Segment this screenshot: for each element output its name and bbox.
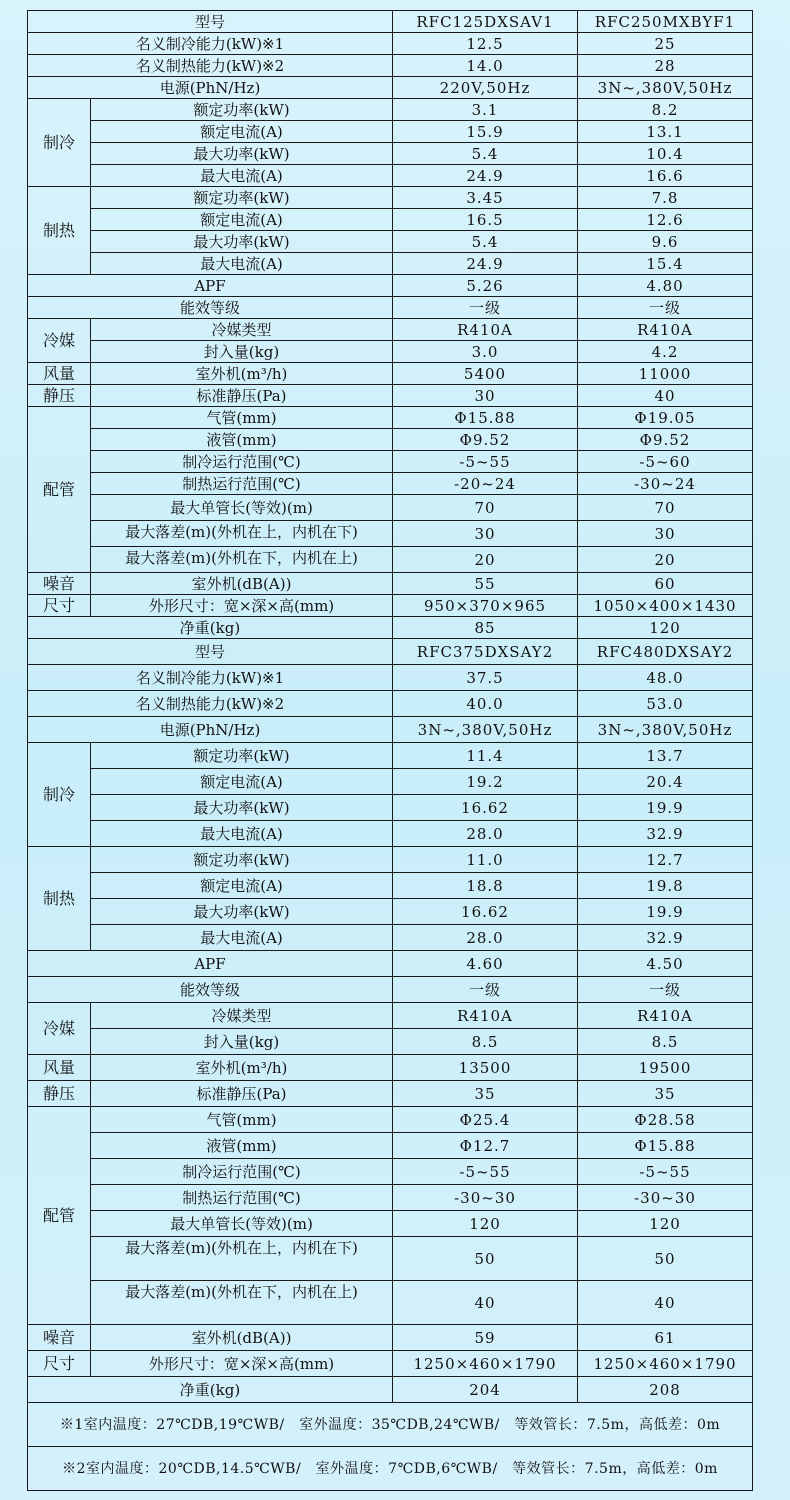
dimensions-value-2: 1050×400×1430 bbox=[578, 595, 753, 617]
piping-item-value-2: Φ19.05 bbox=[578, 407, 753, 429]
apf-value-2: 4.50 bbox=[578, 951, 753, 977]
airflow-value-2: 11000 bbox=[578, 363, 753, 385]
piping-item-label: 最大单管长(等效)(m) bbox=[91, 1211, 393, 1237]
piping-item-value-1: 70 bbox=[393, 495, 578, 521]
heating-item-value-2: 19.9 bbox=[578, 899, 753, 925]
table-row bbox=[28, 521, 753, 547]
piping-item-label: 最大落差(m)(外机在上，内机在下) bbox=[91, 521, 393, 547]
cooling-item-value-2: 8.2 bbox=[578, 99, 753, 121]
model-value-2: RFC250MXBYF1 bbox=[578, 11, 753, 33]
heating-item-label: 最大功率(kW) bbox=[91, 899, 393, 925]
table-row bbox=[28, 319, 753, 341]
heating-item-label: 额定功率(kW) bbox=[91, 847, 393, 873]
nominal-heating-value-1: 40.0 bbox=[393, 691, 578, 717]
nominal-cooling-value-2: 48.0 bbox=[578, 665, 753, 691]
table-row bbox=[28, 977, 753, 1003]
table-row bbox=[28, 33, 753, 55]
piping-item-label: 气管(mm) bbox=[91, 407, 393, 429]
piping-item-value-2: -30~24 bbox=[578, 473, 753, 495]
model-value-2: RFC480DXSAY2 bbox=[578, 639, 753, 665]
table-row bbox=[28, 769, 753, 795]
airflow-value-1: 13500 bbox=[393, 1055, 578, 1081]
piping-item-value-2: Φ28.58 bbox=[578, 1107, 753, 1133]
efficiency-value-2: 一级 bbox=[578, 297, 753, 319]
spec-table-body bbox=[28, 11, 753, 1491]
cooling-item-value-1: 15.9 bbox=[393, 121, 578, 143]
table-row bbox=[28, 275, 753, 297]
table-row bbox=[28, 253, 753, 275]
heating-item-value-1: 28.0 bbox=[393, 925, 578, 951]
airflow-value-2: 19500 bbox=[578, 1055, 753, 1081]
power-supply-label: 电源(PhN/Hz) bbox=[28, 77, 393, 99]
refrigerant-type-label: 冷媒类型 bbox=[91, 1003, 393, 1029]
efficiency-label: 能效等级 bbox=[28, 977, 393, 1003]
cooling-item-value-1: 5.4 bbox=[393, 143, 578, 165]
apf-label: APF bbox=[28, 275, 393, 297]
cooling-item-value-1: 3.1 bbox=[393, 99, 578, 121]
refrigerant-charge-value-1: 3.0 bbox=[393, 341, 578, 363]
heating-item-label: 最大电流(A) bbox=[91, 925, 393, 951]
table-row bbox=[28, 717, 753, 743]
cooling-item-value-1: 24.9 bbox=[393, 165, 578, 187]
apf-value-2: 4.80 bbox=[578, 275, 753, 297]
footnote-1: ※1室内温度：27℃DB,19℃WB/ 室外温度：35℃DB,24℃WB/ 等效管长：7.5m，高低差：0m bbox=[28, 1403, 753, 1447]
table-row bbox=[28, 1377, 753, 1403]
table-row bbox=[28, 209, 753, 231]
airflow-label: 室外机(m³/h) bbox=[91, 363, 393, 385]
table-row bbox=[28, 1351, 753, 1377]
nominal-heating-value-1: 14.0 bbox=[393, 55, 578, 77]
cooling-item-label: 额定功率(kW) bbox=[91, 743, 393, 769]
table-row bbox=[28, 1237, 753, 1281]
piping-item-value-2: 40 bbox=[578, 1281, 753, 1325]
cooling-group-label: 制冷 bbox=[28, 743, 91, 847]
table-row bbox=[28, 99, 753, 121]
table-row bbox=[28, 1211, 753, 1237]
table-row bbox=[28, 1325, 753, 1351]
static-pressure-value-1: 35 bbox=[393, 1081, 578, 1107]
spec-table bbox=[27, 10, 753, 1491]
refrigerant-type-value-2: R410A bbox=[578, 319, 753, 341]
heating-item-value-1: 18.8 bbox=[393, 873, 578, 899]
static-pressure-value-1: 30 bbox=[393, 385, 578, 407]
cooling-item-label: 最大功率(kW) bbox=[91, 143, 393, 165]
cooling-item-label: 最大电流(A) bbox=[91, 165, 393, 187]
noise-value-1: 55 bbox=[393, 573, 578, 595]
piping-item-value-1: Φ12.7 bbox=[393, 1133, 578, 1159]
piping-item-value-2: Φ9.52 bbox=[578, 429, 753, 451]
heating-item-label: 额定电流(A) bbox=[91, 873, 393, 899]
power-supply-value-2: 3N~,380V,50Hz bbox=[578, 77, 753, 99]
efficiency-label: 能效等级 bbox=[28, 297, 393, 319]
table-row bbox=[28, 665, 753, 691]
model-value-1: RFC125DXSAV1 bbox=[393, 11, 578, 33]
apf-value-1: 5.26 bbox=[393, 275, 578, 297]
dimensions-value-2: 1250×460×1790 bbox=[578, 1351, 753, 1377]
cooling-item-value-1: 16.62 bbox=[393, 795, 578, 821]
piping-item-label: 气管(mm) bbox=[91, 1107, 393, 1133]
noise-label: 室外机(dB(A)) bbox=[91, 573, 393, 595]
table-row bbox=[28, 847, 753, 873]
static-pressure-group-label: 静压 bbox=[28, 1081, 91, 1107]
airflow-label: 室外机(m³/h) bbox=[91, 1055, 393, 1081]
nominal-cooling-value-1: 12.5 bbox=[393, 33, 578, 55]
cooling-item-value-2: 32.9 bbox=[578, 821, 753, 847]
piping-item-value-2: 70 bbox=[578, 495, 753, 521]
cooling-item-value-2: 20.4 bbox=[578, 769, 753, 795]
airflow-group-label: 风量 bbox=[28, 363, 91, 385]
table-row bbox=[28, 341, 753, 363]
refrigerant-charge-value-2: 8.5 bbox=[578, 1029, 753, 1055]
piping-item-value-1: Φ9.52 bbox=[393, 429, 578, 451]
piping-item-label: 液管(mm) bbox=[91, 429, 393, 451]
dimensions-group-label: 尺寸 bbox=[28, 1351, 91, 1377]
power-supply-value-2: 3N~,380V,50Hz bbox=[578, 717, 753, 743]
airflow-group-label: 风量 bbox=[28, 1055, 91, 1081]
nominal-heating-label: 名义制热能力(kW)※2 bbox=[28, 55, 393, 77]
nominal-cooling-label: 名义制冷能力(kW)※1 bbox=[28, 665, 393, 691]
refrigerant-type-label: 冷媒类型 bbox=[91, 319, 393, 341]
table-row bbox=[28, 1055, 753, 1081]
table-row bbox=[28, 1081, 753, 1107]
cooling-item-value-1: 19.2 bbox=[393, 769, 578, 795]
piping-group-label: 配管 bbox=[28, 407, 91, 573]
efficiency-value-1: 一级 bbox=[393, 977, 578, 1003]
nominal-cooling-value-1: 37.5 bbox=[393, 665, 578, 691]
heating-item-value-2: 12.6 bbox=[578, 209, 753, 231]
table-row bbox=[28, 429, 753, 451]
apf-label: APF bbox=[28, 951, 393, 977]
table-row bbox=[28, 617, 753, 639]
piping-item-label: 制冷运行范围(℃) bbox=[91, 451, 393, 473]
cooling-item-label: 最大电流(A) bbox=[91, 821, 393, 847]
table-row bbox=[28, 473, 753, 495]
piping-item-value-1: -5~55 bbox=[393, 451, 578, 473]
table-row bbox=[28, 873, 753, 899]
table-row bbox=[28, 297, 753, 319]
heating-item-value-2: 32.9 bbox=[578, 925, 753, 951]
cooling-item-value-1: 11.4 bbox=[393, 743, 578, 769]
table-row bbox=[28, 1185, 753, 1211]
table-row bbox=[28, 595, 753, 617]
piping-item-label: 最大落差(m)(外机在下，内机在上) bbox=[91, 547, 393, 573]
static-pressure-label: 标准静压(Pa) bbox=[91, 385, 393, 407]
heating-item-value-1: 16.5 bbox=[393, 209, 578, 231]
table-row bbox=[28, 1029, 753, 1055]
table-row bbox=[28, 547, 753, 573]
piping-item-value-2: 20 bbox=[578, 547, 753, 573]
piping-group-label: 配管 bbox=[28, 1107, 91, 1325]
table-row bbox=[28, 691, 753, 717]
efficiency-value-2: 一级 bbox=[578, 977, 753, 1003]
piping-item-label: 制热运行范围(℃) bbox=[91, 473, 393, 495]
refrigerant-group-label: 冷媒 bbox=[28, 1003, 91, 1055]
table-row bbox=[28, 495, 753, 521]
piping-item-label: 液管(mm) bbox=[91, 1133, 393, 1159]
table-row bbox=[28, 1107, 753, 1133]
piping-item-label: 制冷运行范围(℃) bbox=[91, 1159, 393, 1185]
model-value-1: RFC375DXSAY2 bbox=[393, 639, 578, 665]
table-row bbox=[28, 451, 753, 473]
model-label: 型号 bbox=[28, 639, 393, 665]
piping-item-value-2: 120 bbox=[578, 1211, 753, 1237]
net-weight-value-1: 85 bbox=[393, 617, 578, 639]
dimensions-value-1: 1250×460×1790 bbox=[393, 1351, 578, 1377]
nominal-heating-value-2: 28 bbox=[578, 55, 753, 77]
net-weight-value-1: 204 bbox=[393, 1377, 578, 1403]
piping-item-value-1: 40 bbox=[393, 1281, 578, 1325]
airflow-value-1: 5400 bbox=[393, 363, 578, 385]
heating-item-label: 最大功率(kW) bbox=[91, 231, 393, 253]
piping-item-value-1: 120 bbox=[393, 1211, 578, 1237]
piping-item-value-1: 30 bbox=[393, 521, 578, 547]
nominal-cooling-value-2: 25 bbox=[578, 33, 753, 55]
noise-value-2: 61 bbox=[578, 1325, 753, 1351]
table-row bbox=[28, 1159, 753, 1185]
cooling-item-label: 额定电流(A) bbox=[91, 121, 393, 143]
heating-item-label: 额定功率(kW) bbox=[91, 187, 393, 209]
table-row bbox=[28, 231, 753, 253]
table-row bbox=[28, 743, 753, 769]
table-row bbox=[28, 385, 753, 407]
heating-item-value-2: 15.4 bbox=[578, 253, 753, 275]
cooling-item-value-1: 28.0 bbox=[393, 821, 578, 847]
cooling-item-label: 额定电流(A) bbox=[91, 769, 393, 795]
refrigerant-charge-label: 封入量(kg) bbox=[91, 341, 393, 363]
piping-item-value-2: -5~60 bbox=[578, 451, 753, 473]
table-row bbox=[28, 165, 753, 187]
noise-value-1: 59 bbox=[393, 1325, 578, 1351]
piping-item-value-2: 50 bbox=[578, 1237, 753, 1281]
table-row bbox=[28, 55, 753, 77]
apf-value-1: 4.60 bbox=[393, 951, 578, 977]
table-row bbox=[28, 899, 753, 925]
piping-item-value-2: 30 bbox=[578, 521, 753, 547]
nominal-cooling-label: 名义制冷能力(kW)※1 bbox=[28, 33, 393, 55]
cooling-item-label: 最大功率(kW) bbox=[91, 795, 393, 821]
heating-item-value-2: 19.8 bbox=[578, 873, 753, 899]
table-row bbox=[28, 1133, 753, 1159]
cooling-item-value-2: 10.4 bbox=[578, 143, 753, 165]
refrigerant-type-value-2: R410A bbox=[578, 1003, 753, 1029]
table-row bbox=[28, 407, 753, 429]
net-weight-label: 净重(kg) bbox=[28, 1377, 393, 1403]
static-pressure-label: 标准静压(Pa) bbox=[91, 1081, 393, 1107]
piping-item-value-2: Φ15.88 bbox=[578, 1133, 753, 1159]
heating-item-value-1: 24.9 bbox=[393, 253, 578, 275]
table-row bbox=[28, 77, 753, 99]
table-row bbox=[28, 1403, 753, 1447]
piping-item-label: 制热运行范围(℃) bbox=[91, 1185, 393, 1211]
table-row bbox=[28, 121, 753, 143]
piping-item-label: 最大落差(m)(外机在上，内机在下) bbox=[91, 1237, 393, 1281]
piping-item-value-2: -5~55 bbox=[578, 1159, 753, 1185]
static-pressure-value-2: 35 bbox=[578, 1081, 753, 1107]
refrigerant-charge-value-2: 4.2 bbox=[578, 341, 753, 363]
table-row bbox=[28, 573, 753, 595]
heating-item-value-1: 3.45 bbox=[393, 187, 578, 209]
power-supply-value-1: 220V,50Hz bbox=[393, 77, 578, 99]
noise-label: 室外机(dB(A)) bbox=[91, 1325, 393, 1351]
heating-item-value-2: 7.8 bbox=[578, 187, 753, 209]
table-row bbox=[28, 11, 753, 33]
table-row bbox=[28, 1003, 753, 1029]
table-row bbox=[28, 143, 753, 165]
net-weight-value-2: 120 bbox=[578, 617, 753, 639]
heating-item-value-1: 5.4 bbox=[393, 231, 578, 253]
piping-item-value-1: -30~30 bbox=[393, 1185, 578, 1211]
nominal-heating-label: 名义制热能力(kW)※2 bbox=[28, 691, 393, 717]
piping-item-value-1: -5~55 bbox=[393, 1159, 578, 1185]
cooling-group-label: 制冷 bbox=[28, 99, 91, 187]
static-pressure-value-2: 40 bbox=[578, 385, 753, 407]
dimensions-label: 外形尺寸：宽×深×高(mm) bbox=[91, 1351, 393, 1377]
heating-group-label: 制热 bbox=[28, 847, 91, 951]
cooling-item-value-2: 13.1 bbox=[578, 121, 753, 143]
refrigerant-type-value-1: R410A bbox=[393, 319, 578, 341]
table-row bbox=[28, 187, 753, 209]
heating-item-value-1: 16.62 bbox=[393, 899, 578, 925]
cooling-item-label: 额定功率(kW) bbox=[91, 99, 393, 121]
heating-group-label: 制热 bbox=[28, 187, 91, 275]
heating-item-value-1: 11.0 bbox=[393, 847, 578, 873]
heating-item-label: 最大电流(A) bbox=[91, 253, 393, 275]
piping-item-value-1: -20~24 bbox=[393, 473, 578, 495]
table-row bbox=[28, 1447, 753, 1491]
piping-item-value-2: -30~30 bbox=[578, 1185, 753, 1211]
heating-item-value-2: 12.7 bbox=[578, 847, 753, 873]
static-pressure-group-label: 静压 bbox=[28, 385, 91, 407]
piping-item-value-1: Φ15.88 bbox=[393, 407, 578, 429]
footnote-2: ※2室内温度：20℃DB,14.5℃WB/ 室外温度：7℃DB,6℃WB/ 等效管长：7.5m，高低差：0m bbox=[28, 1447, 753, 1491]
dimensions-label: 外形尺寸：宽×深×高(mm) bbox=[91, 595, 393, 617]
net-weight-label: 净重(kg) bbox=[28, 617, 393, 639]
dimensions-group-label: 尺寸 bbox=[28, 595, 91, 617]
piping-item-value-1: 20 bbox=[393, 547, 578, 573]
cooling-item-value-2: 16.6 bbox=[578, 165, 753, 187]
table-row bbox=[28, 951, 753, 977]
efficiency-value-1: 一级 bbox=[393, 297, 578, 319]
table-row bbox=[28, 821, 753, 847]
piping-item-value-1: 50 bbox=[393, 1237, 578, 1281]
table-row bbox=[28, 363, 753, 385]
net-weight-value-2: 208 bbox=[578, 1377, 753, 1403]
nominal-heating-value-2: 53.0 bbox=[578, 691, 753, 717]
piping-item-label: 最大单管长(等效)(m) bbox=[91, 495, 393, 521]
noise-group-label: 噪音 bbox=[28, 1325, 91, 1351]
table-row bbox=[28, 925, 753, 951]
heating-item-value-2: 9.6 bbox=[578, 231, 753, 253]
refrigerant-charge-label: 封入量(kg) bbox=[91, 1029, 393, 1055]
dimensions-value-1: 950×370×965 bbox=[393, 595, 578, 617]
piping-item-label: 最大落差(m)(外机在下，内机在上) bbox=[91, 1281, 393, 1325]
heating-item-label: 额定电流(A) bbox=[91, 209, 393, 231]
noise-value-2: 60 bbox=[578, 573, 753, 595]
table-row bbox=[28, 639, 753, 665]
noise-group-label: 噪音 bbox=[28, 573, 91, 595]
piping-item-value-1: Φ25.4 bbox=[393, 1107, 578, 1133]
refrigerant-type-value-1: R410A bbox=[393, 1003, 578, 1029]
cooling-item-value-2: 13.7 bbox=[578, 743, 753, 769]
model-label: 型号 bbox=[28, 11, 393, 33]
power-supply-value-1: 3N~,380V,50Hz bbox=[393, 717, 578, 743]
power-supply-label: 电源(PhN/Hz) bbox=[28, 717, 393, 743]
table-row bbox=[28, 795, 753, 821]
refrigerant-group-label: 冷媒 bbox=[28, 319, 91, 363]
table-row bbox=[28, 1281, 753, 1325]
refrigerant-charge-value-1: 8.5 bbox=[393, 1029, 578, 1055]
cooling-item-value-2: 19.9 bbox=[578, 795, 753, 821]
